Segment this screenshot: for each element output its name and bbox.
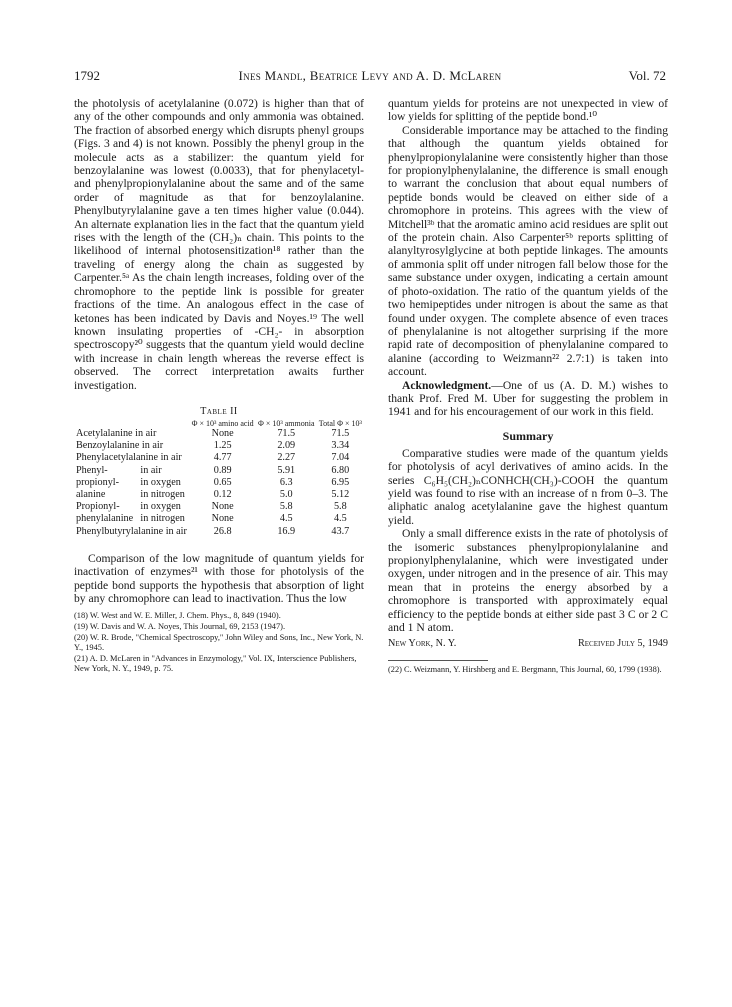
table-row [74, 489, 364, 501]
right-paragraph-2: Considerable importance may be attached to the finding that although the quantum yields obtained for phenylpropionylalanine were consistently higher than those for propionylphenylalanine, the difference is small enough to warrant the conclusion that about equal numbers of peptide bonds would be cleaved on either side of a chromophore in proteins. This agrees with the view of Mitchell³ᵇ that the aromatic amino acid residues are split out of the protein chain. Also Carpenter⁵ᵇ reports splitting of alanyltyrosylglycine at both peptide linkages. The amounts of ammonia split off under nitrogen fall below those for the same substance under oxygen, indicating a certain amount of photo-oxidation. The ratio of the quantum yields of the two hemipeptides under nitrogen is about the same as that found under oxygen. The complete absence of even traces of phenylalanine is not altogether surprising if the more rapid rate of decomposition of phenylalanine compared to alanine (according to Weizmann²² 2.7:1) is taken into account. [388, 123, 668, 379]
running-authors: Ines Mandl, Beatrice Levy and A. D. McLaren [238, 68, 502, 83]
table-row [74, 440, 364, 452]
table-row [74, 477, 364, 489]
data-table [74, 419, 364, 538]
compound-cell: Benzoylalanine in air [76, 440, 164, 452]
amino-acid-cell: 1.25 [213, 440, 232, 452]
table-row [74, 465, 364, 477]
table-row [74, 501, 364, 513]
condition-cell: in nitrogen [140, 513, 185, 525]
compound-cell: Phenylbutyrylalanine in air [76, 525, 187, 537]
footnote-21: (21) A. D. McLaren in "Advances in Enzymology," Vol. IX, Interscience Publishers, New York, N. Y., 1949, p. 75. [74, 653, 357, 674]
amino-acid-cell: None [211, 427, 234, 439]
signature-line [388, 638, 668, 654]
summary-paragraph-2: Only a small difference exists in the rate of photolysis of the isomeric substances phenylpropionylalanine and propionylphenylalanine, which were investigated under oxygen, under nitrogen and in the presence of air. This may mean that in proteins the energy absorbed by a chromophore is transported with approximately equal efficiency to the peptide bonds at either side past 3 C or 2 C and 1 N atom. [388, 527, 668, 635]
place-label: New York, N. Y. [388, 638, 457, 650]
header-ammonia: Φ × 10³ ammonia [257, 418, 315, 428]
summary-paragraph-1: Comparative studies were made of the quantum yields for photolysis of acyl derivatives of amino acids. In the series C₆H₅(CH₂)ₙCONHCH(CH₃)-COOH the quantum yield was found to rise with an increase of n from 0–3. The aliphatic analog acetylalanine gave the highest quantum yield. [388, 446, 668, 527]
amino-acid-cell: 0.89 [213, 464, 232, 476]
received-date: Received July 5, 1949 [577, 638, 668, 650]
compound-cell: propionyl- [76, 476, 120, 488]
right-paragraph-1: quantum yields for proteins are not unexpected in view of low yields for splitting of the peptide bond.¹⁰ [388, 97, 668, 124]
total-cell: 4.5 [333, 513, 347, 525]
footnote-19: (19) W. Davis and W. A. Noyes, This Journal, 69, 2153 (1947). [74, 621, 286, 631]
acknowledgment-heading: Acknowledgment. [402, 378, 492, 392]
right-column [388, 97, 668, 676]
ammonia-cell: 5.0 [279, 488, 293, 500]
left-footnotes [74, 611, 364, 675]
header-amino: Φ × 10³ amino acid [191, 418, 254, 428]
footnote-22: (22) C. Weizmann, Y. Hirshberg and E. Bergmann, This Journal, 60, 1799 (1938). [388, 665, 662, 675]
ammonia-cell: 5.91 [277, 464, 296, 476]
table-title: Table II [200, 405, 238, 417]
ammonia-cell: 4.5 [279, 513, 293, 525]
amino-acid-cell: 0.12 [213, 488, 232, 500]
left-paragraph-1: the photolysis of acetylalanine (0.072) is higher than that of any of the other compounds and only ammonia was obtained. The fraction of absorbed energy which disrupts phenyl groups (Figs. 3 and 4) is not known. Possibly the phenyl group in the molecule acts as a stabilizer: the quantum yield for benzoylalanine was lowest (0.0033), that for phenylacetyl- and phenylpropionylalanine about the same and of the same order of magnitude as that for benzoylalanine. Phenylbutyrylalanine gave a ten times higher value (0.044). An alternate explanation lies in the fact that the quantum yield rises with the length of the (CH₂)ₙ chain. This points to the likelihood of internal photosensitization¹⁸ rather than the traveling of energy along the chain as suggested by Carpenter.⁵ᵃ As the chain length increases, folding over of the chromophore to the peptide link is possible for greater fractions of the time. An analogous effect in the case of ketones has been indicated by Davis and Noyes.¹⁹ The well known insulating properties of -CH₂- in absorption spectroscopy²⁰ suggests that the quantum yield would decline with increase in chain length whereas the reverse effect is observed. The correct interpretation awaits further investigation. [74, 97, 364, 392]
left-column [74, 97, 364, 675]
total-cell: 3.34 [331, 440, 350, 452]
compound-cell: alanine [76, 488, 106, 500]
total-cell: 71.5 [331, 427, 350, 439]
compound-cell: phenylalanine [76, 513, 134, 525]
table-row [74, 452, 364, 464]
table-row [74, 513, 364, 525]
left-paragraph-2: Comparison of the low magnitude of quantum yields for inactivation of enzymes²¹ with those for photolysis of the peptide bond supports the hypothesis that absorption of light by any chromophore can lead to inactivation. Thus the low [74, 551, 364, 605]
compound-cell: Phenylacetylalanine in air [76, 452, 182, 464]
ammonia-cell: 16.9 [277, 525, 296, 537]
amino-acid-cell: 4.77 [213, 452, 232, 464]
volume-label: Vol. 72 [628, 68, 666, 83]
condition-cell: in air [140, 464, 162, 476]
ammonia-cell: 2.27 [277, 452, 296, 464]
condition-cell: in nitrogen [140, 488, 185, 500]
compound-cell: Acetylalanine in air [76, 427, 157, 439]
page-number: 1792 [74, 68, 100, 83]
ammonia-cell: 6.3 [279, 476, 293, 488]
table-row [74, 526, 364, 538]
condition-cell: in oxygen [140, 501, 181, 513]
acknowledgment [388, 379, 668, 419]
footnote-divider [388, 660, 488, 661]
summary-heading: Summary [502, 428, 554, 443]
total-cell: 7.04 [331, 452, 350, 464]
table-header-row [74, 419, 364, 428]
ammonia-cell: 2.09 [277, 440, 296, 452]
ammonia-cell: 71.5 [277, 427, 296, 439]
condition-cell: in oxygen [140, 476, 181, 488]
total-cell: 6.95 [331, 476, 350, 488]
header-total: Total Φ × 10³ [318, 418, 362, 428]
total-cell: 43.7 [331, 525, 350, 537]
compound-cell: Phenyl- [76, 464, 108, 476]
ammonia-cell: 5.8 [279, 501, 293, 513]
total-cell: 6.80 [331, 464, 350, 476]
table-row [74, 428, 364, 440]
running-header [74, 68, 666, 86]
amino-acid-cell: None [211, 501, 234, 513]
acknowledgment-body: —One of us (A. D. M.) wishes to thank Prof. Fred M. Uber for suggesting the problem in 1941 and for his encouragement of our work in this field. [388, 378, 668, 419]
amino-acid-cell: 0.65 [213, 476, 232, 488]
footnote-18: (18) W. West and W. E. Miller, J. Chem. Phys., 8, 849 (1940). [74, 611, 281, 621]
amino-acid-cell: 26.8 [213, 525, 232, 537]
amino-acid-cell: None [211, 513, 234, 525]
total-cell: 5.8 [333, 501, 347, 513]
compound-cell: Propionyl- [76, 501, 120, 513]
footnote-20: (20) W. R. Brode, "Chemical Spectroscopy," John Wiley and Sons, Inc., New York, N. Y., 1945. [74, 632, 364, 653]
total-cell: 5.12 [331, 488, 350, 500]
